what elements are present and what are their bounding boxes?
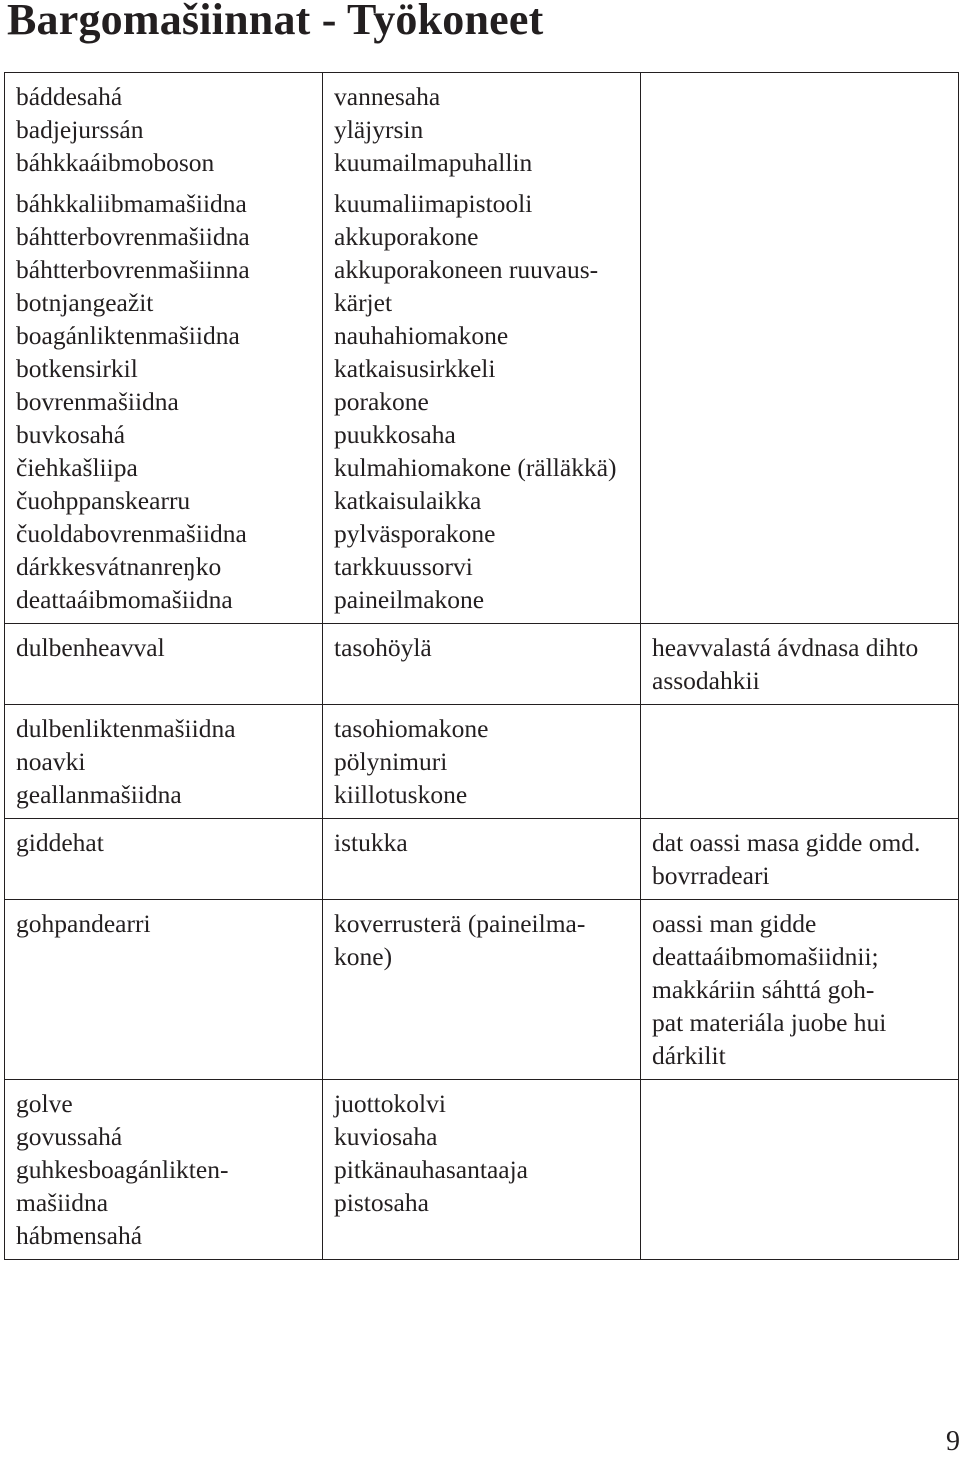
finnish-term: istukka: [334, 828, 408, 857]
table-row-group: [5, 705, 959, 819]
finnish-term: pölynimuri: [334, 747, 448, 776]
sami-term: govussahá: [16, 1122, 123, 1151]
finnish-term-cell: [323, 819, 641, 900]
sami-term: botkensirkil: [16, 354, 138, 383]
finnish-term-cell: [323, 900, 641, 1080]
finnish-term: kulmahiomakone (rälläkkä): [334, 453, 617, 482]
table-row-with-note: [5, 819, 959, 900]
sami-term: giddehat: [16, 828, 104, 857]
finnish-term-cell: [323, 1080, 641, 1260]
finnish-term: katkaisulaikka: [334, 486, 482, 515]
sami-term: guhkesboagánlikten- mašiidna: [16, 1155, 229, 1217]
finnish-term: yläjyrsin: [334, 115, 424, 144]
finnish-term: akkuporakoneen ruuvaus- kärjet: [334, 255, 599, 317]
sami-term: gohpandearri: [16, 909, 151, 938]
vocabulary-table: [4, 72, 959, 1260]
finnish-term: vannesaha: [334, 82, 441, 111]
finnish-term: pylväsporakone: [334, 519, 496, 548]
sami-term: hábmensahá: [16, 1221, 143, 1250]
sami-term: noavki: [16, 747, 86, 776]
page-number: 9: [946, 1426, 960, 1457]
sami-term: báhtterbovrenmašiinna botnjangeažit: [16, 255, 250, 317]
sami-term: buvkosahá: [16, 420, 126, 449]
sami-term: báhtterbovrenmašiidna: [16, 222, 250, 251]
sami-term-cell: [5, 900, 323, 1080]
sami-term: čuohppanskearru: [16, 486, 191, 515]
sami-term-cell: [5, 1080, 323, 1260]
finnish-term: nauhahiomakone: [334, 321, 509, 350]
finnish-term: pitkänauhasantaaja: [334, 1155, 528, 1184]
finnish-term-cell: [323, 73, 641, 624]
finnish-term: tasohöylä: [334, 633, 432, 662]
table-row-group: [5, 1080, 959, 1260]
note-cell: [641, 1080, 959, 1260]
sami-term: báddesahá: [16, 82, 123, 111]
sami-term: deattaáibmomašiidna: [16, 585, 233, 614]
sami-term: bovrenmašiidna: [16, 387, 179, 416]
finnish-term: katkaisusirkkeli: [334, 354, 496, 383]
finnish-term: paineilmakone: [334, 585, 485, 614]
page-title: Bargomašiinnat - Työkoneet: [7, 0, 544, 44]
finnish-term: tarkkuussorvi: [334, 552, 473, 581]
finnish-term: kiillotuskone: [334, 780, 468, 809]
finnish-term: koverrusterä (paineilma- kone): [334, 909, 586, 971]
sami-term: čuoldabovrenmašiidna: [16, 519, 247, 548]
note-cell: [641, 73, 959, 624]
sami-term: báhkkaliibmamašiidna: [16, 189, 247, 218]
finnish-term: kuviosaha: [334, 1122, 438, 1151]
finnish-term: porakone: [334, 387, 429, 416]
sami-term-cell: [5, 705, 323, 819]
finnish-term: juottokolvi: [334, 1089, 446, 1118]
sami-term-cell: [5, 624, 323, 705]
finnish-term: kuumaliimapistooli: [334, 189, 533, 218]
note-cell: [641, 819, 959, 900]
finnish-term-cell: [323, 705, 641, 819]
note-cell: [641, 705, 959, 819]
sami-term: čiehkašliipa: [16, 453, 138, 482]
sami-term-cell: [5, 819, 323, 900]
finnish-term-cell: [323, 624, 641, 705]
sami-term: boagánliktenmašiidna: [16, 321, 240, 350]
sami-term: badjejurssán: [16, 115, 144, 144]
table-row-group: [5, 73, 959, 624]
finnish-term: akkuporakone: [334, 222, 479, 251]
table-row-with-note: [5, 900, 959, 1080]
sami-term: dárkkesvátnanreŋko: [16, 552, 222, 581]
term-note: dat oassi masa gidde omd. bovrradeari: [652, 828, 921, 890]
sami-term: dulbenheavval: [16, 633, 165, 662]
sami-term: báhkkaáibmoboson: [16, 148, 215, 177]
note-cell: [641, 900, 959, 1080]
sami-term: dulbenliktenmašiidna: [16, 714, 236, 743]
table-row-with-note: [5, 624, 959, 705]
vocabulary-table-body: [5, 73, 959, 1260]
finnish-term: tasohiomakone: [334, 714, 489, 743]
finnish-term: pistosaha: [334, 1188, 429, 1217]
term-note: heavvalastá ávdnasa dihto assodahkii: [652, 633, 919, 695]
sami-term: golve: [16, 1089, 73, 1118]
sami-term-cell: [5, 73, 323, 624]
finnish-term: kuumailmapuhallin: [334, 148, 533, 177]
term-note: oassi man gidde deattaáibmomašiidnii; makkáriin sáhttá goh- pat materiála juobe hui dárkilit: [652, 909, 887, 1070]
note-cell: [641, 624, 959, 705]
finnish-term: puukkosaha: [334, 420, 456, 449]
sami-term: geallanmašiidna: [16, 780, 182, 809]
